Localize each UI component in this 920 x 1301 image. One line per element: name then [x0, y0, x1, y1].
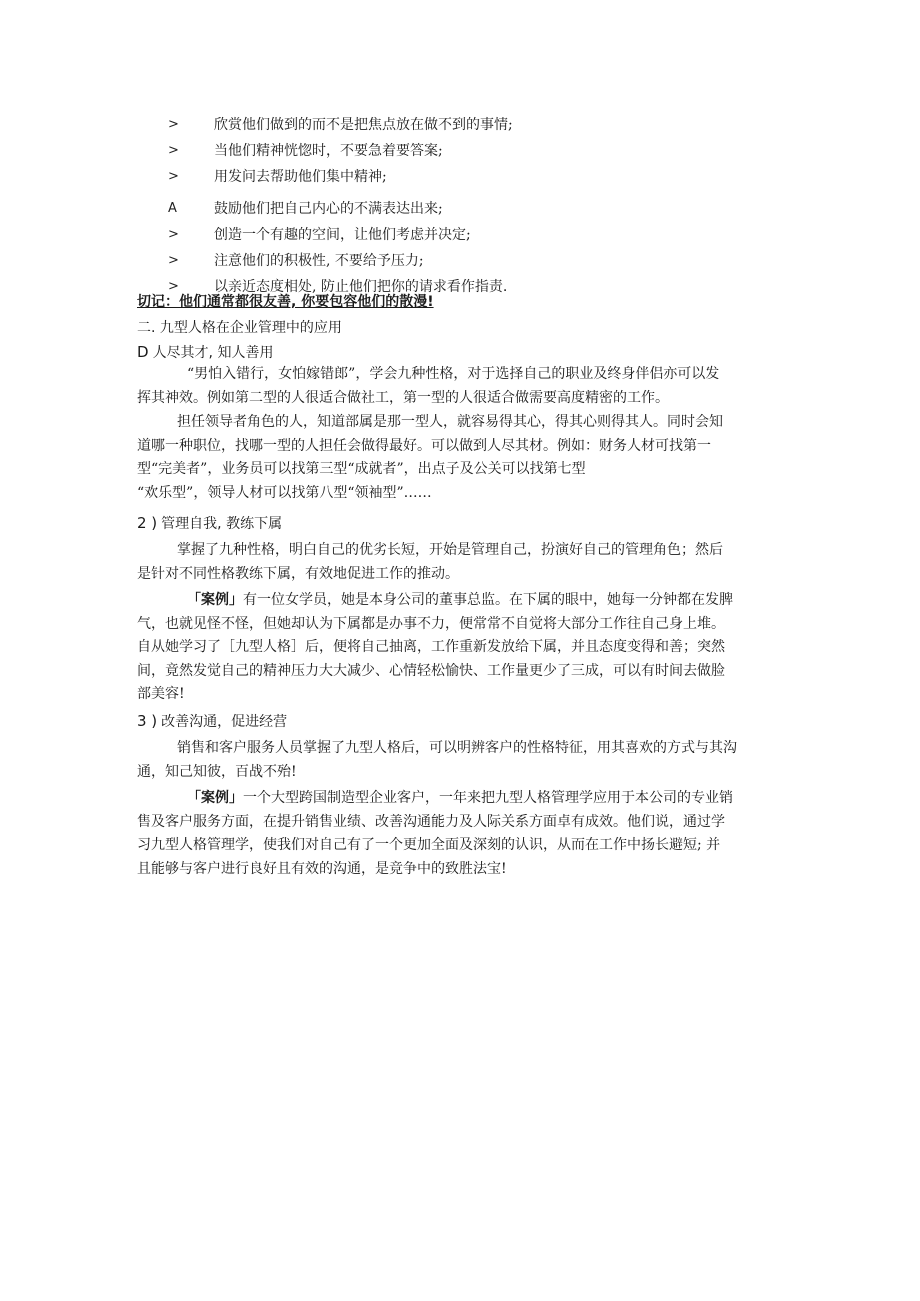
paragraph-1	[137, 363, 787, 410]
subheading-title: 人尽其才, 知人善用	[152, 345, 274, 361]
subheading-1	[137, 342, 273, 362]
list-item-text: 以亲近态度相处, 防止他们把你的请求看作指责.	[214, 279, 508, 295]
list-item-text: 鼓励他们把自己内心的不满表达出来;	[214, 201, 443, 217]
case-paragraph-2	[137, 787, 787, 881]
list-item-text: 当他们精神恍惚时，不要急着要答案;	[214, 143, 443, 159]
list-item	[168, 163, 808, 189]
list-item-text: 注意他们的积极性, 不要给予压力;	[214, 253, 424, 269]
case-tag: 「案例」	[187, 790, 243, 806]
paragraph-line	[137, 787, 787, 811]
bullet-marker: >	[168, 226, 179, 242]
subheading-2	[137, 513, 282, 533]
list-item-text: 欣赏他们做到的而不是把焦点放在做不到的事情;	[214, 117, 513, 133]
section-heading: 二. 九型人格在企业管理中的应用	[137, 320, 342, 336]
subheading-title: 改善沟通，促进经营	[161, 714, 288, 730]
paragraph-line: 挥其神效。例如第二型的人很适合做社工，第一型的人很适合做需要高度精密的工作。	[137, 389, 669, 406]
case-text: 一个大型跨国制造型企业客户，一年来把九型人格管理学应用于本公司的专业销	[243, 790, 733, 806]
bullet-marker: >	[168, 168, 179, 184]
paragraph-line: 部美容!	[137, 686, 185, 702]
paragraph-line: 掌握了九种性格，明白自己的优劣长短，开始是管理自己，扮演好自己的管理角色；然后	[177, 542, 723, 558]
bullet-marker: A	[168, 200, 177, 216]
paragraph-line: 习九型人格管理学，使我们对自己有了一个更加全面及深刻的认识，从而在工作中扬长避短; 并	[137, 837, 721, 853]
bullet-marker: >	[168, 278, 179, 294]
paragraph-line: 气，也就见怪不怪，但她却认为下属都是办事不力，便常常不自觉将大部分工作往自己身上堆。	[137, 615, 725, 632]
list-item	[168, 195, 808, 221]
paragraph-line: 自从她学习了［九型人格］后，便将自己抽离，工作重新发放给下属，并且态度变得和善；突然	[137, 639, 725, 655]
paragraph-4	[137, 737, 787, 784]
paragraph-line: “欢乐型”，领导人材可以找第八型“领袖型”……	[137, 484, 432, 501]
paragraph-line: 售及客户服务方面，在提升销售业绩、改善沟通能力及人际关系方面卓有成效。他们说，通过学	[137, 813, 725, 830]
bullet-marker: >	[168, 142, 179, 158]
case-text: 有一位女学员，她是本身公司的董事总监。在下属的眼中，她每一分钟都在发脾	[243, 592, 733, 608]
list-item	[168, 137, 808, 163]
paragraph-line: 型“完美者”，业务员可以找第三型“成就者”，出点子及公关可以找第七型	[137, 461, 586, 477]
bullet-marker: >	[168, 116, 179, 132]
paragraph-line	[137, 589, 787, 613]
list-item-text: 用发问去帮助他们集中精神;	[214, 169, 387, 185]
list-item	[168, 221, 808, 247]
paragraph-line: 道哪一种职位，找哪一型的人担任会做得最好。可以做到人尽其材。例如：财务人材可找第一	[137, 437, 711, 454]
list-item	[168, 247, 808, 273]
subheading-number: 3 )	[137, 712, 158, 730]
bullet-marker: >	[168, 252, 179, 268]
paragraph-line: 销售和客户服务人员掌握了九型人格后，可以明辨客户的性格特征，用其喜欢的方式与其沟	[177, 740, 737, 756]
paragraph-line: 且能够与客户进行良好且有效的沟通，是竞争中的致胜法宝!	[137, 860, 507, 877]
paragraph-line: 间，竟然发觉自己的精神压力大大减少、心情轻松愉快、工作量更少了三成，可以有时间去做脸	[137, 662, 725, 679]
paragraph-2	[137, 411, 787, 505]
subheading-3	[137, 711, 287, 731]
case-tag: 「案例」	[187, 592, 243, 608]
paragraph-line: “男怕入错行，女怕嫁错郎”，学会九种性格，对于选择自己的职业及终身伴侣亦可以发	[187, 366, 720, 382]
list-item-text: 创造一个有趣的空间，让他们考虑并决定;	[214, 227, 471, 243]
case-paragraph-1	[137, 589, 787, 707]
paragraph-3	[137, 539, 787, 586]
paragraph-line: 担任领导者角色的人，知道部属是那一型人，就容易得其心，得其心则得其人。同时会知	[177, 414, 723, 430]
warning-note: 切记：他们通常都很友善, 你要包容他们的散漫!	[137, 294, 434, 310]
subheading-title: 管理自我, 教练下属	[161, 516, 283, 532]
advice-list	[168, 111, 808, 299]
paragraph-line: 通，知己知彼，百战不殆!	[137, 763, 297, 780]
paragraph-line: 是针对不同性格教练下属，有效地促进工作的推动。	[137, 565, 459, 582]
subheading-number: D	[137, 343, 149, 361]
list-item	[168, 111, 808, 137]
subheading-number: 2 )	[137, 514, 158, 532]
